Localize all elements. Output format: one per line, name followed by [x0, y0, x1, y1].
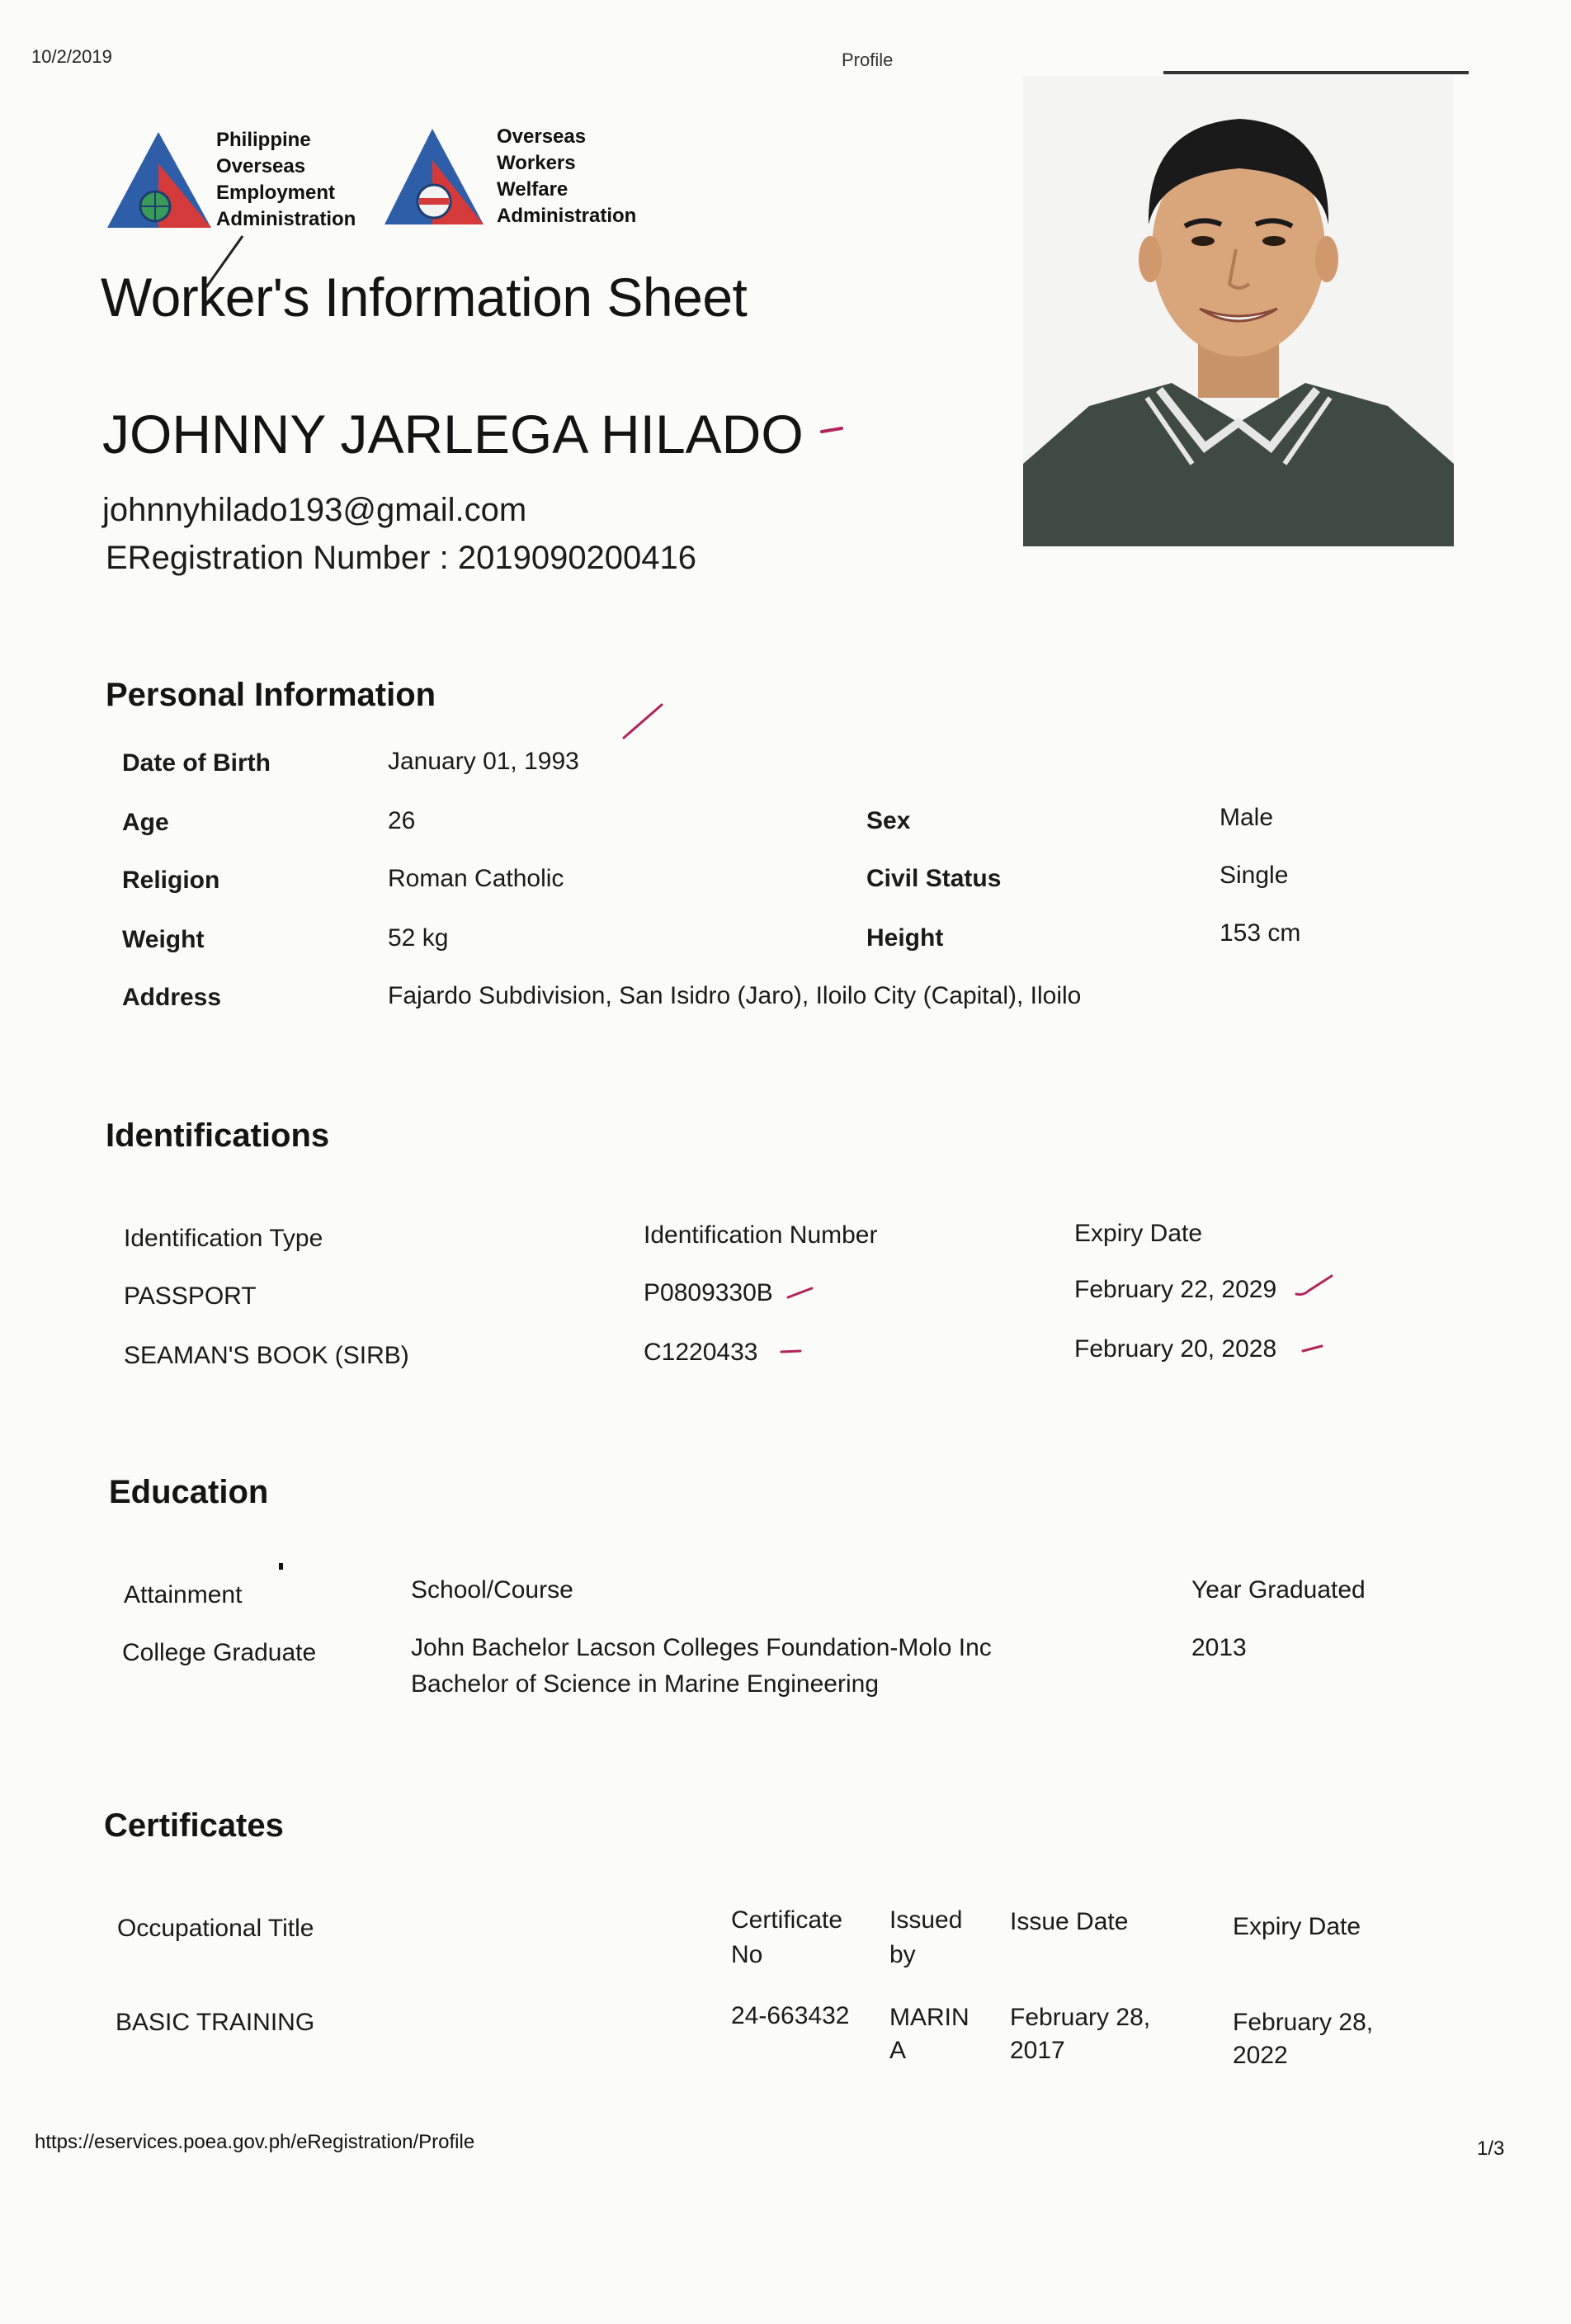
personal-information-heading: Personal Information — [106, 677, 436, 713]
person-photo-icon — [1023, 76, 1454, 546]
cert-title-value: BASIC TRAINING — [116, 2009, 315, 2036]
id-row-2-type: SEAMAN'S BOOK (SIRB) — [124, 1342, 409, 1369]
address-label: Address — [122, 984, 222, 1011]
height-label: Height — [866, 924, 944, 952]
cert-issued-by-value — [889, 2004, 969, 2065]
religion-label: Religion — [122, 867, 220, 894]
poea-line-4: Administration — [216, 208, 356, 230]
owwa-line-3: Welfare — [497, 178, 568, 201]
footer-url: https://eservices.poea.gov.ph/eRegistration/Profile — [35, 2131, 475, 2153]
cert-number-value: 24-663432 — [731, 2002, 850, 2029]
pen-check-mark-icon — [201, 233, 251, 290]
cert-issue-date-value — [1010, 2004, 1150, 2065]
issued-by-header-line-1: Issued — [889, 1906, 963, 1934]
pen-check-mark-icon — [620, 700, 667, 741]
certificate-no-header-line-2: No — [731, 1941, 763, 1968]
address-value: Fajardo Subdivision, San Isidro (Jaro), Iloilo City (Capital), Iloilo — [388, 982, 1082, 1009]
id-number-header: Identification Number — [644, 1221, 878, 1249]
cert-expiry-header: Expiry Date — [1233, 1913, 1361, 1940]
issued-by-header — [889, 1906, 962, 1969]
id-row-2-number: C1220433 — [644, 1339, 758, 1366]
pen-check-mark-icon — [1294, 1273, 1335, 1299]
cert-expiry-value — [1233, 2009, 1373, 2070]
pen-dash-mark-icon — [779, 1345, 804, 1357]
year-graduated-value: 2013 — [1191, 1634, 1247, 1661]
poea-line-1: Philippine — [216, 129, 311, 151]
document-title: Worker's Information Sheet — [101, 267, 748, 328]
course-value: Bachelor of Science in Marine Engineering — [411, 1670, 879, 1698]
weight-value: 52 kg — [388, 924, 449, 952]
pen-dash-mark-icon — [1300, 1342, 1325, 1355]
print-date: 10/2/2019 — [31, 46, 112, 67]
owwa-line-1: Overseas — [497, 125, 587, 148]
school-course-header: School/Course — [411, 1576, 573, 1604]
eregistration-number: ERegistration Number : 2019090200416 — [106, 540, 697, 576]
cert-issue-date-line-1: February 28, — [1010, 2004, 1151, 2031]
cert-issue-date-line-2: 2017 — [1010, 2037, 1065, 2064]
id-expiry-header: Expiry Date — [1074, 1220, 1203, 1247]
occupational-title-header: Occupational Title — [117, 1915, 314, 1942]
id-row-1-type: PASSPORT — [124, 1282, 257, 1310]
sex-label: Sex — [866, 807, 911, 834]
worker-photo — [1023, 76, 1454, 546]
civil-status-value: Single — [1220, 862, 1289, 889]
certificate-no-header-line-1: Certificate — [731, 1906, 843, 1934]
id-row-1-number: P0809330B — [644, 1279, 773, 1306]
identifications-heading: Identifications — [106, 1117, 330, 1154]
top-rule — [1163, 71, 1469, 74]
attainment-header: Attainment — [124, 1581, 243, 1608]
worker-name: JOHNNY JARLEGA HILADO — [102, 404, 804, 465]
issued-by-header-line-2: by — [889, 1941, 916, 1968]
pen-dash-mark-icon — [820, 424, 845, 436]
dob-label: Date of Birth — [122, 749, 271, 777]
civil-status-label: Civil Status — [866, 865, 1002, 892]
poea-logo-icon — [107, 130, 215, 229]
worker-email: johnnyhilado193@gmail.com — [102, 492, 527, 528]
cert-expiry-line-2: 2022 — [1233, 2042, 1288, 2069]
cert-issued-by-line-1: MARIN — [889, 2004, 969, 2031]
school-value: John Bachelor Lacson Colleges Foundation-Molo Inc — [411, 1634, 992, 1661]
id-row-1-expiry: February 22, 2029 — [1074, 1276, 1277, 1303]
owwa-line-4: Administration — [497, 205, 637, 227]
attainment-value: College Graduate — [122, 1639, 317, 1666]
print-title: Profile — [842, 50, 894, 70]
poea-line-2: Overseas — [216, 155, 306, 177]
page-number: 1/3 — [1477, 2137, 1505, 2160]
issue-date-header: Issue Date — [1010, 1908, 1129, 1935]
dob-value: January 01, 1993 — [388, 748, 579, 775]
religion-value: Roman Catholic — [388, 865, 564, 892]
sex-value: Male — [1220, 804, 1274, 831]
id-row-2-expiry: February 20, 2028 — [1074, 1335, 1277, 1363]
age-value: 26 — [388, 807, 416, 834]
education-heading: Education — [109, 1474, 269, 1510]
owwa-line-2: Workers — [497, 152, 576, 174]
certificate-no-header — [731, 1906, 842, 1969]
id-type-header: Identification Type — [124, 1225, 323, 1252]
poea-line-3: Employment — [216, 182, 336, 204]
weight-label: Weight — [122, 926, 205, 953]
ink-dot — [279, 1563, 283, 1570]
pen-check-mark-icon — [786, 1284, 815, 1301]
height-value: 153 cm — [1220, 919, 1301, 947]
age-label: Age — [122, 809, 169, 836]
owwa-logo-icon — [384, 127, 487, 226]
cert-expiry-line-1: February 28, — [1233, 2009, 1374, 2036]
year-graduated-header: Year Graduated — [1191, 1576, 1366, 1604]
cert-issued-by-line-2: A — [889, 2037, 907, 2064]
certificates-heading: Certificates — [104, 1807, 284, 1844]
